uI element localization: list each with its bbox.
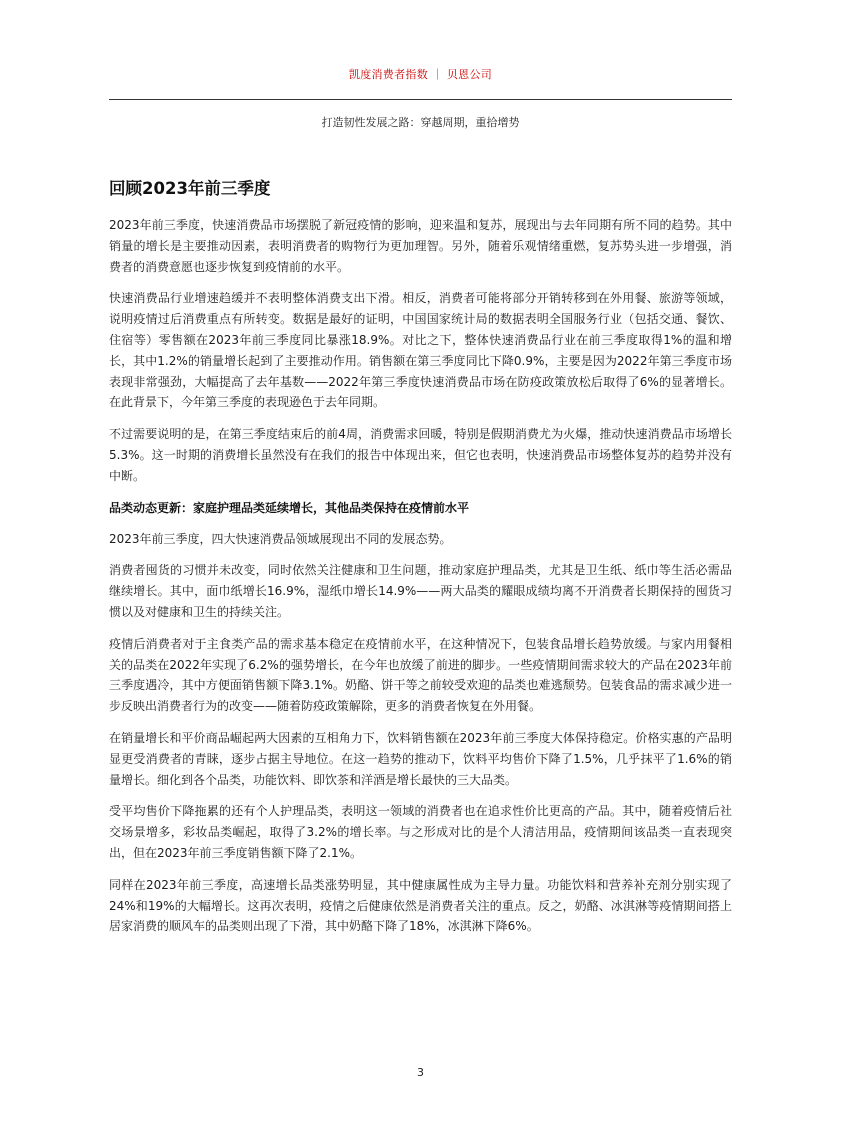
- paragraph: 在销量增长和平价商品崛起两大因素的互相角力下，饮料销售额在2023年前三季度大体保持稳定。价格实惠的产品明显更受消费者的青睐，逐步占据主导地位。在这一趋势的推动下，饮料平均售价下降了1.5%，几乎抹平了1.6%的销量增长。细化到各个品类，功能饮料、即饮茶和洋酒是增长最快的三大品类。: [109, 730, 732, 787]
- paragraph: 疫情后消费者对于主食类产品的需求基本稳定在疫情前水平，在这种情况下，包装食品增长趋势放缓。与家内用餐相关的品类在2022年实现了6.2%的强势增长，在今年也放缓了前进的脚步。一些疫情期间需求较大的产品在2023年前三季度遇冷，其中方便面销售额下降3.1%。奶酪、饼干等之前较受欢迎的品类也难逃颓势。包装食品的需求减少进一步反映出消费者行为的改变——随着防疫政策解除，更多的消费者恢复在外用餐。: [109, 636, 732, 714]
- header-brand: 凯度消费者指数 ｜ 贝恩公司: [348, 68, 493, 81]
- section-title: 回顾2023年前三季度: [109, 179, 271, 198]
- paragraph: 快速消费品行业增速趋缓并不表明整体消费支出下滑。相反，消费者可能将部分开销转移到在外用餐、旅游等领域，说明疫情过后消费重点有所转变。数据是最好的证明，中国国家统计局的数据表明全国服务行业（包括交通、餐饮、住宿等）零售额在2023年前三季度同比暴涨18.9%。对比之下，整体快速消费品行业在前三季度取得1%的温和增长，其中1.2%的销量增长起到了主要推动作用。销售额在第三季度同比下降0.9%，主要是因为2022年第三季度市场表现非常强劲，大幅提高了去年基数——2022年第三季度快速消费品市场在防疫政策放松后取得了6%的显著增长。在此背景下，今年第三季度的表现逊色于去年同期。: [109, 291, 732, 410]
- report-subtitle: 打造韧性发展之路：穿越周期，重拾增势: [321, 116, 520, 129]
- paragraph: 2023年前三季度，快速消费品市场摆脱了新冠疫情的影响，迎来温和复苏，展现出与去年同期有所不同的趋势。其中销量的增长是主要推动因素，表明消费者的购物行为更加理智。另外，随着乐观情绪重燃，复苏势头进一步增强，消费者的消费意愿也逐步恢复到疫情前的水平。: [109, 218, 732, 274]
- header-divider: [109, 99, 732, 100]
- subsection-title: 品类动态更新：家庭护理品类延续增长，其他品类保持在疫情前水平: [109, 500, 470, 515]
- paragraph: 2023年前三季度，四大快速消费品领域展现出不同的发展态势。: [109, 531, 452, 546]
- main-content: [109, 178, 732, 948]
- paragraph: 受平均售价下降拖累的还有个人护理品类，表明这一领域的消费者也在追求性价比更高的产品。其中，随着疫情后社交场景增多，彩妆品类崛起，取得了3.2%的增长率。与之形成对比的是个人清洁用品，疫情期间该品类一直表现突出，但在2023年前三季度销售额下降了2.1%。: [109, 804, 732, 860]
- page-number: 3: [417, 1066, 424, 1079]
- paragraph: 同样在2023年前三季度，高速增长品类涨势明显，其中健康属性成为主导力量。功能饮料和营养补充剂分别实现了24%和19%的大幅增长。这再次表明，疫情之后健康依然是消费者关注的重点。反之，奶酪、冰淇淋等疫情期间搭上居家消费的顺风车的品类则出现了下滑，其中奶酪下降了18%，冰淇淋下降6%。: [109, 877, 732, 934]
- paragraph: 消费者囤货的习惯并未改变，同时依然关注健康和卫生问题，推动家庭护理品类，尤其是卫生纸、纸巾等生活必需品继续增长。其中，面巾纸增长16.9%，湿纸巾增长14.9%——两大品类的耀眼成绩均离不开消费者长期保持的囤货习惯以及对健康和卫生的持续关注。: [109, 563, 732, 619]
- paragraph: 不过需要说明的是，在第三季度结束后的前4周，消费需求回暖，特别是假期消费尤为火爆，推动快速消费品市场增长5.3%。这一时期的消费增长虽然没有在我们的报告中体现出来，但它也表明，快速消费品市场整体复苏的趋势并没有中断。: [109, 427, 732, 483]
